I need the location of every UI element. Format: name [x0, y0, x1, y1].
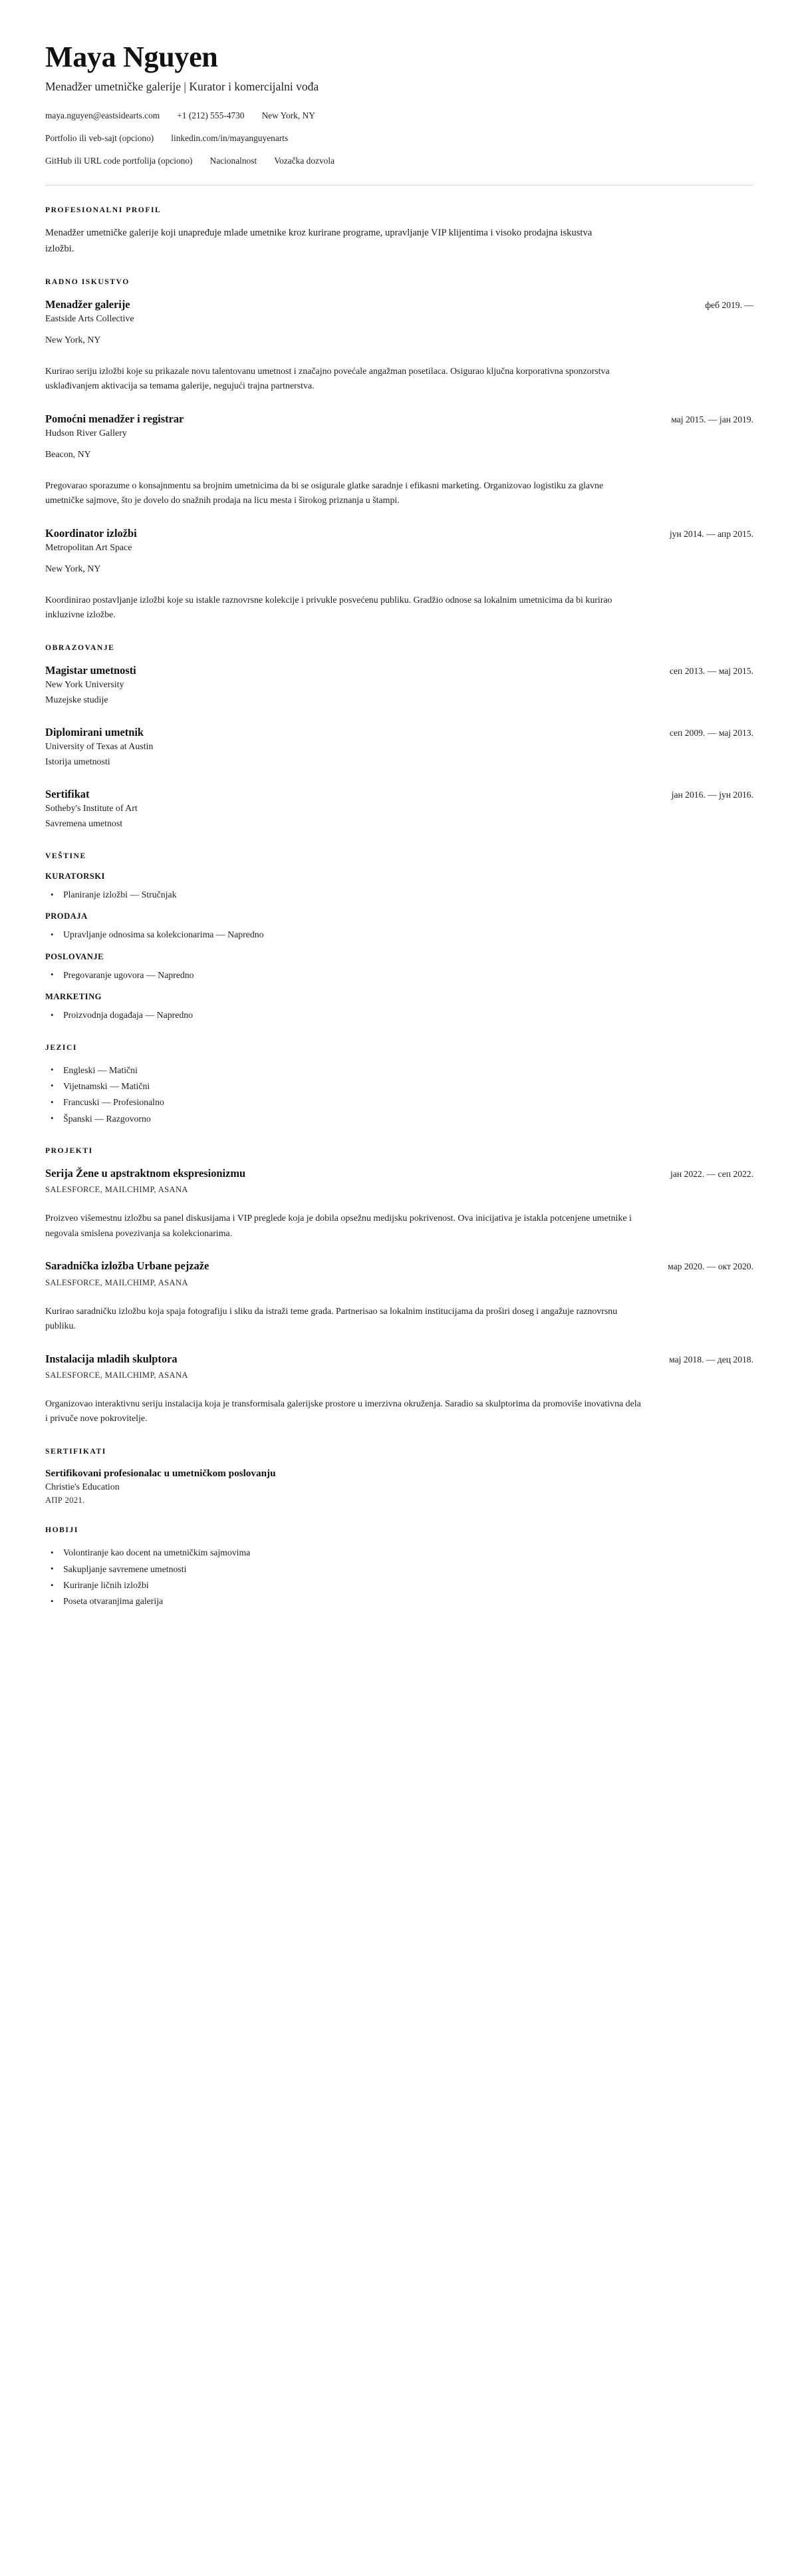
- project-description: Kurirao saradničku izložbu koja spaja fotografiju i sliku da istraži teme grada. Partnerisao sa lokalnim institucijama da proširi doseg i angažuje raznovrsnu publiku.: [45, 1306, 618, 1332]
- field-of-study: Muzejske studije: [45, 695, 108, 706]
- job-organization: Hudson River Gallery: [45, 428, 127, 439]
- job-dates: јун 2014. — апр 2015.: [669, 528, 753, 539]
- job-location: Beacon, NY: [45, 450, 91, 460]
- language-item: • Francuski — Profesionalno: [45, 1095, 753, 1110]
- drivers-license-text: Vozačka dozvola: [274, 156, 335, 166]
- section-title-profile: PROFESIONALNI PROFIL: [45, 206, 162, 215]
- field-of-study: Savremena umetnost: [45, 819, 123, 830]
- section-title-certificates: SERTIFIKATI: [45, 1446, 106, 1456]
- hobby-item: • Sakupljanje savremene umetnosti: [45, 1562, 753, 1577]
- skill-category-label: PRODAJA: [45, 911, 88, 921]
- section-title-experience: RADNO ISKUSTVO: [45, 277, 130, 286]
- degree-title: Magistar umetnosti: [45, 663, 136, 677]
- certificate-name: Sertifikovani profesionalac u umetničkom poslovanju: [45, 1467, 276, 1479]
- project-entry: [45, 1259, 753, 1334]
- project-entry-head: [45, 1352, 753, 1366]
- job-title: Pomoćni menadžer i registrar: [45, 412, 184, 425]
- project-description: Organizovao interaktivnu seriju instalacija koja je transformisala galerijske prostore u imerzivna okruženja. Saradio sa skulptorima da promoviše inovativna dela i privuče nove pokrovitelje.: [45, 1398, 641, 1424]
- skill-item: • Upravljanje odnosima sa kolekcionarima — Napredno: [45, 927, 753, 942]
- language-item: • Engleski — Matični: [45, 1063, 753, 1078]
- project-tech-stack: SALESFORCE, MAILCHIMP, ASANA: [45, 1185, 188, 1195]
- candidate-headline: Menadžer umetničke galerije | Kurator i komercijalni vođa: [45, 79, 319, 93]
- linkedin-text: linkedin.com/in/mayanguyenarts: [171, 133, 289, 144]
- project-tech-stack: SALESFORCE, MAILCHIMP, ASANA: [45, 1277, 188, 1287]
- section-certificates: [45, 1447, 753, 1506]
- job-organization: Eastside Arts Collective: [45, 314, 134, 325]
- skill-category-label: MARKETING: [45, 992, 102, 1002]
- resume-header: [45, 41, 753, 186]
- portfolio-text: Portfolio ili veb-sajt (opciono): [45, 133, 154, 144]
- email-text: maya.nguyen@eastsidearts.com: [45, 110, 160, 121]
- school-name: Sotheby's Institute of Art: [45, 804, 138, 814]
- degree-dates: сеп 2009. — мај 2013.: [669, 728, 753, 738]
- skill-category-label: POSLOVANJE: [45, 951, 104, 961]
- job-dates: феб 2019. —: [705, 299, 753, 310]
- experience-entry-head: [45, 297, 753, 311]
- job-description: Pregovarao sporazume o konsajnmentu sa brojnim umetnicima da bi se osigurale glatke saradnje i efikasni marketing. Organizovao logistiku za glavne umetničke sajmove, što je dovelo do snažnih prodaja na licu mesta i širokog priznanja u štampi.: [45, 480, 604, 506]
- job-organization: Metropolitan Art Space: [45, 543, 132, 554]
- section-projects: [45, 1146, 753, 1427]
- education-entry-head: [45, 663, 753, 677]
- degree-title: Sertifikat: [45, 788, 90, 801]
- skill-group: [45, 992, 753, 1023]
- project-name: Saradnička izložba Urbane pejzaže: [45, 1259, 209, 1273]
- project-entry: [45, 1352, 753, 1427]
- skill-list: [45, 927, 753, 942]
- section-education: [45, 643, 753, 832]
- section-title-education: OBRAZOVANJE: [45, 643, 115, 652]
- github-text: GitHub ili URL code portfolija (opciono): [45, 156, 193, 166]
- certificate-date: АПР 2021.: [45, 1496, 85, 1506]
- skill-category-label: KURATORSKI: [45, 872, 105, 882]
- job-description: Kurirao seriju izložbi koje su prikazale novu talentovanu umetnost i značajno povećale angažman posetilaca. Osigurao ključna korporativna sponzorstva usklađivanjem aktivacija sa temama galerije, negujući trajna partnerstva.: [45, 366, 610, 392]
- skill-group: [45, 911, 753, 942]
- skill-group: [45, 872, 753, 902]
- section-title-skills: VEŠTINE: [45, 852, 86, 861]
- experience-entry-head: [45, 412, 753, 426]
- education-entry: [45, 725, 753, 770]
- contact-row-extra: [45, 154, 753, 168]
- project-description: Proizveo višemestnu izložbu sa panel diskusijama i VIP preglede koja je dobila opsežnu medijsku pokrivenost. Ova inicijativa je istakla potcenjene umetnike i negovala smislena povezivanja sa kolekcionarima.: [45, 1213, 632, 1239]
- skill-item: • Proizvodnja događaja — Napredno: [45, 1008, 753, 1023]
- header-divider: [45, 185, 753, 186]
- hobby-list: [45, 1545, 753, 1609]
- language-list: [45, 1063, 753, 1126]
- experience-entry: [45, 526, 753, 623]
- certificate-entry: [45, 1467, 753, 1506]
- job-title: Menadžer galerije: [45, 297, 130, 311]
- degree-dates: јан 2016. — јун 2016.: [671, 790, 753, 800]
- skill-item: • Planiranje izložbi — Stručnjak: [45, 887, 753, 902]
- section-title-languages: JEZICI: [45, 1043, 77, 1052]
- experience-entry: [45, 297, 753, 395]
- section-experience: [45, 277, 753, 623]
- project-dates: мај 2018. — дец 2018.: [669, 1354, 753, 1365]
- school-name: University of Texas at Austin: [45, 742, 154, 752]
- section-profile: [45, 206, 753, 257]
- hobby-item: • Volontiranje kao docent na umetničkim sajmovima: [45, 1545, 753, 1560]
- project-entry: [45, 1166, 753, 1241]
- hobby-item: • Poseta otvaranjima galerija: [45, 1594, 753, 1609]
- contact-row-primary: [45, 109, 753, 122]
- job-description: Koordinirao postavljanje izložbi koje su istakle raznovrsne kolekcije i privukle posvećenu publiku. Gradžio odnose sa lokalnim umetnicima da bi kurirao inkluzivne izložbe.: [45, 595, 612, 621]
- hobby-item: • Kuriranje ličnih izložbi: [45, 1578, 753, 1593]
- experience-entry-head: [45, 526, 753, 540]
- education-entry-head: [45, 725, 753, 739]
- education-entry-head: [45, 787, 753, 801]
- degree-dates: сеп 2013. — мај 2015.: [669, 665, 753, 676]
- project-dates: мар 2020. — окт 2020.: [668, 1261, 753, 1272]
- nationality-text: Nacionalnost: [209, 156, 257, 166]
- section-hobbies: [45, 1526, 753, 1609]
- experience-entry: [45, 412, 753, 509]
- job-location: New York, NY: [45, 335, 101, 345]
- education-entry: [45, 663, 753, 708]
- certificate-issuer: Christie's Education: [45, 1482, 120, 1493]
- contact-row-links: [45, 132, 753, 145]
- skill-item: • Pregovaranje ugovora — Napredno: [45, 968, 753, 983]
- candidate-name: Maya Nguyen: [45, 41, 218, 73]
- project-name: Instalacija mladih skulptora: [45, 1352, 178, 1365]
- project-dates: јан 2022. — сеп 2022.: [670, 1168, 753, 1179]
- language-item: • Španski — Razgovorno: [45, 1112, 753, 1126]
- skill-group: [45, 952, 753, 983]
- section-languages: [45, 1043, 753, 1126]
- skill-list: [45, 1008, 753, 1023]
- phone-text: +1 (212) 555-4730: [177, 110, 245, 121]
- education-entry: [45, 787, 753, 832]
- section-title-projects: PROJEKTI: [45, 1146, 93, 1155]
- degree-title: Diplomirani umetnik: [45, 726, 144, 739]
- job-location: New York, NY: [45, 564, 101, 575]
- language-item: • Vijetnamski — Matični: [45, 1079, 753, 1094]
- field-of-study: Istorija umetnosti: [45, 757, 110, 768]
- job-title: Koordinator izložbi: [45, 526, 137, 540]
- profile-summary-text: Menadžer umetničke galerije koji unapređuje mlade umetnike kroz kurirane programe, upravljanje VIP klijentima i visoko prodajna iskustva izložbi.: [45, 228, 593, 255]
- project-name: Serija Žene u apstraktnom ekspresionizmu: [45, 1166, 246, 1180]
- school-name: New York University: [45, 680, 124, 691]
- skill-list: [45, 968, 753, 983]
- section-skills: [45, 852, 753, 1023]
- skill-list: [45, 887, 753, 902]
- project-entry-head: [45, 1259, 753, 1273]
- project-entry-head: [45, 1166, 753, 1180]
- job-dates: мај 2015. — јан 2019.: [671, 414, 753, 424]
- location-text: New York, NY: [261, 110, 315, 121]
- project-tech-stack: SALESFORCE, MAILCHIMP, ASANA: [45, 1370, 188, 1380]
- section-title-hobbies: HOBIJI: [45, 1526, 78, 1535]
